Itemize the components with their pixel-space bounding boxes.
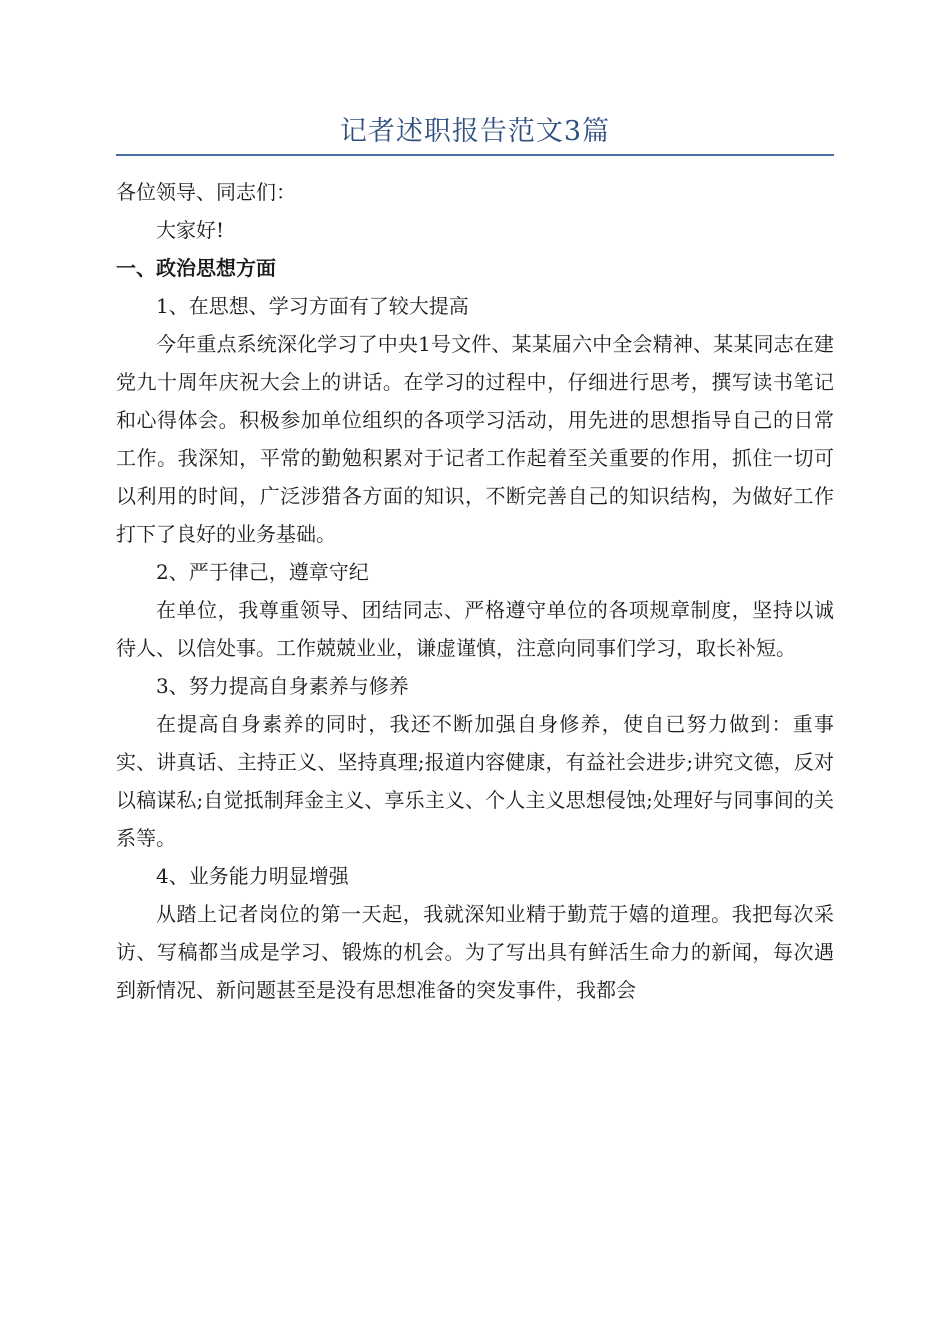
- subheading-4: 4、业务能力明显增强: [156, 864, 349, 888]
- document-body: [116, 173, 834, 1009]
- section-heading: 一、政治思想方面: [116, 256, 276, 280]
- subheading-2: 2、严于律己，遵章守纪: [156, 560, 369, 584]
- subheading-3: 3、努力提高自身素养与修养: [156, 674, 409, 698]
- paragraph-2: 在单位，我尊重领导、团结同志、严格遵守单位的各项规章制度，坚持以诚待人、以信处事。工作兢兢业业，谦虚谨慎，注意向同事们学习，取长补短。: [116, 598, 834, 660]
- document-title: 记者述职报告范文3篇: [339, 116, 611, 147]
- paragraph-4: 从踏上记者岗位的第一天起，我就深知业精于勤荒于嬉的道理。我把每次采访、写稿都当成是学习、锻炼的机会。为了写出具有鲜活生命力的新闻，每次遇到新情况、新问题甚至是没有思想准备的突发事件，我都会: [116, 902, 834, 1002]
- paragraph-3: 在提高自身素养的同时，我还不断加强自身修养，使自已努力做到：重事实、讲真话、主持正义、坚持真理;报道内容健康，有益社会进步;讲究文德，反对以稿谋私;自觉抵制拜金主义、享乐主义、个人主义思想侵蚀;处理好与同事间的关系等。: [116, 712, 834, 850]
- subheading-1: 1、在思想、学习方面有了较大提高: [156, 294, 469, 318]
- title-underline: [116, 154, 834, 156]
- hello-line: 大家好!: [156, 218, 225, 242]
- paragraph-1: 今年重点系统深化学习了中央1号文件、某某届六中全会精神、某某同志在建党九十周年庆祝大会上的讲话。在学习的过程中，仔细进行思考，撰写读书笔记和心得体会。积极参加单位组织的各项学习活动，用先进的思想指导自己的日常工作。我深知，平常的勤勉积累对于记者工作起着至关重要的作用，抓住一切可以利用的时间，广泛涉猎各方面的知识，不断完善自己的知识结构，为做好工作打下了良好的业务基础。: [116, 332, 834, 546]
- greeting-line: 各位领导、同志们：: [116, 180, 296, 204]
